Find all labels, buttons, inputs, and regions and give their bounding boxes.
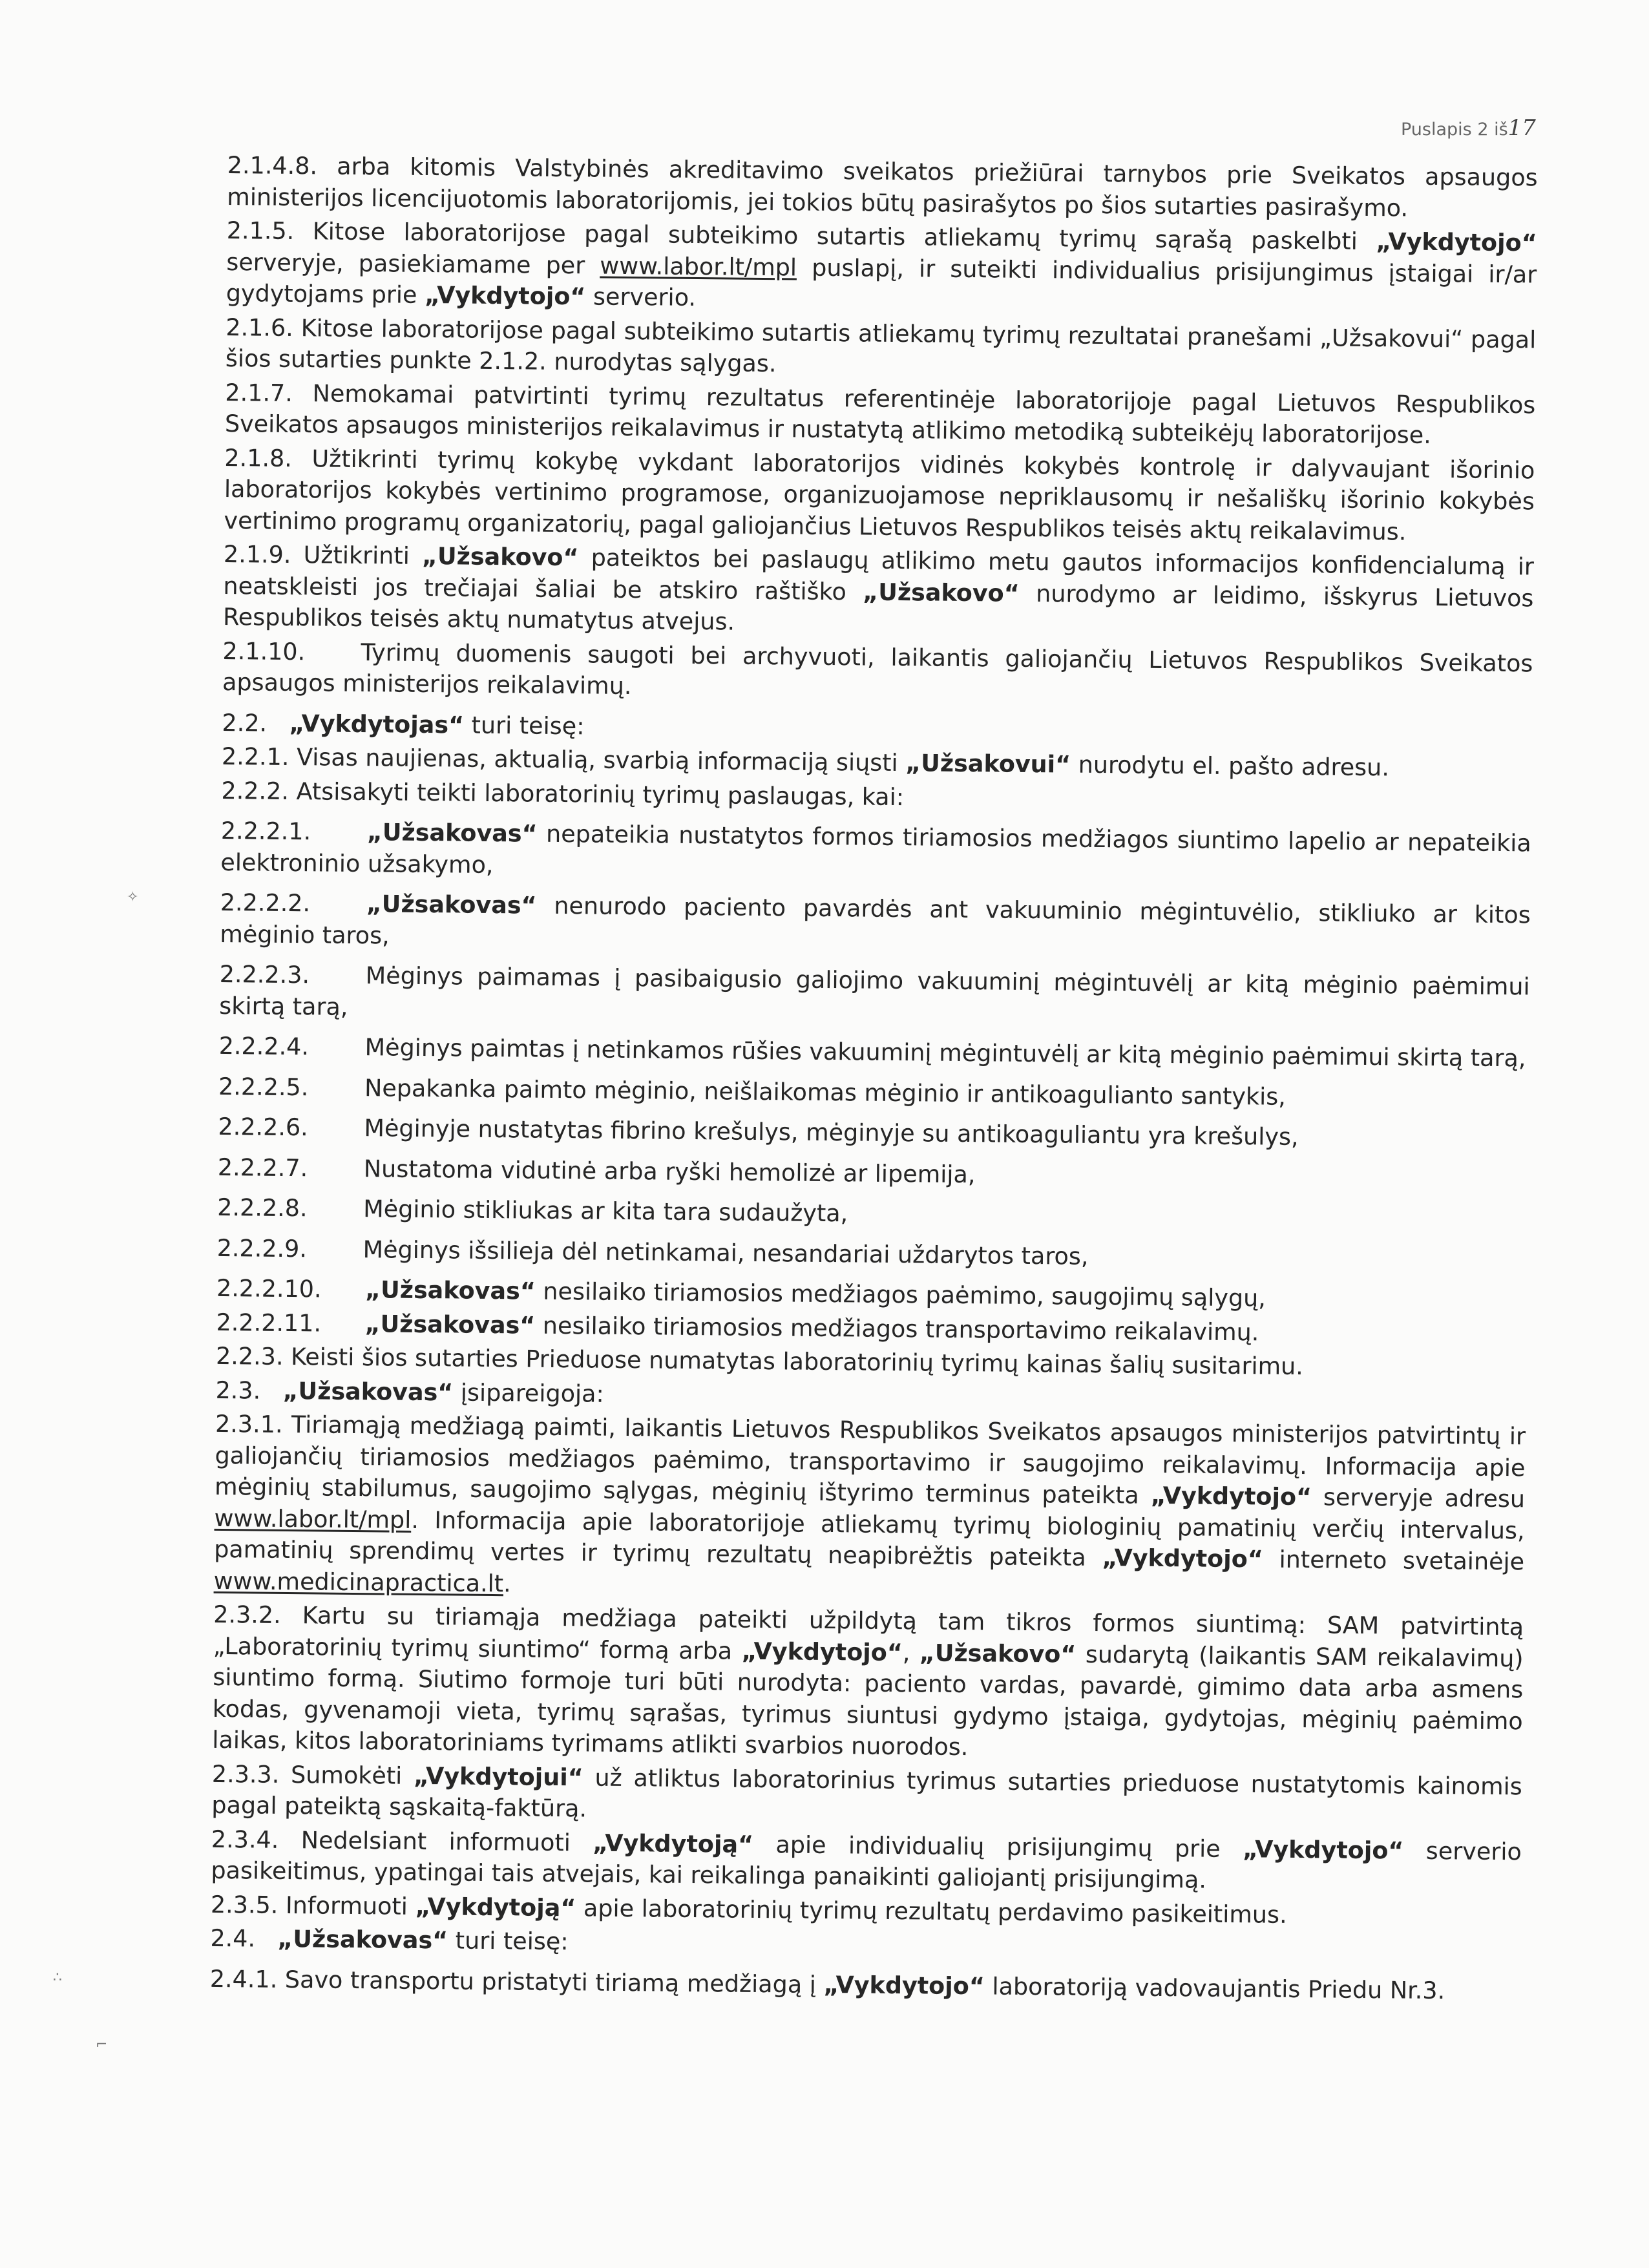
clause-2-1-5: 2.1.5. Kitose laboratorijose pagal subteikimo sutartis atliekamų tyrimų sąrašą paskelbti „Vykdytojo“ serveryje, pasiekiamame per www.labor.lt/mpl puslapį, ir suteikti individualius prisijungimus įstaigai ir/ar gydytojams prie „Vykdytojo“ serverio. [226, 216, 1537, 311]
page-number [1401, 115, 1536, 141]
clause-2-2-2-1: 2.2.2.1. „Užsakovas“ nepateikia nustatytos formos tiriamosios medžiagos siuntimo lapelio ar nepateikia elektroninio užsakymo, [220, 816, 1532, 879]
document-body [210, 150, 1538, 2010]
clause-2-2-2-7: 2.2.2.7. Nustatoma vidutinė arba ryški hemolizė ar lipemija, [217, 1153, 976, 1188]
scan-speck: ∴ [53, 1969, 62, 1986]
clause-2-2-2-5: 2.2.2.5. Nepakanka paimto mėginio, neišlaikomas mėginio ir antikoaguliantо santykis, [218, 1072, 1287, 1111]
clause-2-3-1: 2.3.1. Tiriamąją medžiagą paimti, laikantis Lietuvos Respublikos Sveikatos apsaugos ministerijos patvirtintų ir galiojančių tiriamosios medžiagos paėmimo, transportavimo ir saugojimo reikalavimų. Informacija apie mėginių stabilumus, saugojimo sąlygas, mėginių ištyrimo terminus pateikta „Vykdytojo“ serveryje adresu www.labor.lt/mpl. Informacija apie laboratorijoje atliekamų tyrimų biologinių pamatinių verčių intervalus, pamatinių sprendimų vertes ir tyrimų rezultatų neapibrėžtis pateikta „Vykdytojo“ interneto svetainėje www.medicinapractica.lt. [213, 1409, 1526, 1597]
clause-2-4-1: 2.4.1. Savo transportu pristatyti tiriamą medžiagą į „Vykdytojo“ laboratoriją vadovaujantis Priedu Nr.3. [209, 1964, 1445, 2004]
clause-2-2-2-6: 2.2.2.6. Mėginyje nustatytas fibrino krešulys, mėginyje su antikoaguliantu yra krešulys, [218, 1112, 1299, 1151]
scan-speck: ⌐ [96, 2037, 108, 2053]
clause-2-2-1: 2.2.1. Visas naujienas, aktualią, svarbią informaciją siųsti „Užsakovui“ nurodytu el. pašto adresu. [221, 742, 1390, 782]
clause-2-2-2: 2.2.2. Atsisakyti teikti laboratorinių tyrimų paslaugas, kai: [221, 776, 905, 811]
clause-2-1-4-8: 2.1.4.8. arba kitomis Valstybinės akreditavimo sveikatos priežiūrai tarnybos prie Sveikatos apsaugos ministerijos licencijuotomis laboratorijomis, jei tokios būtų pasirašytos po šios sutarties pasirašymo. [227, 151, 1538, 222]
page-total-handwritten: 17 [1507, 115, 1536, 141]
clause-2-2-2-11: 2.2.2.11. „Užsakovas“ nesilaiko tiriamosios medžiagos transportavimo reikalavimų. [216, 1308, 1259, 1346]
page-label: Puslapis 2 iš [1401, 120, 1508, 140]
clause-2-2-2-10: 2.2.2.10. „Užsakovas“ nesilaiko tiriamosios medžiagos paėmimo, saugojimų sąlygų, [216, 1274, 1266, 1312]
clause-2-2-2-8: 2.2.2.8. Mėginio stikliukas ar kita tara sudaužyta, [217, 1193, 848, 1228]
clause-2-3-5: 2.3.5. Informuoti „Vykdytoją“ apie laboratorinių tyrimų rezultatų perdavimo pasikeitimus. [210, 1890, 1287, 1929]
clause-2-2-2-3: 2.2.2.3. Mėginys paimamas į pasibaigusio galiojimo vakuuminį mėgintuvėlį ar kitą mėginio paėmimui skirtą tarą, [219, 960, 1530, 1021]
clause-2-4: 2.4. „Užsakovas“ turi teisę: [210, 1924, 569, 1956]
labor-link[interactable]: www.labor.lt/mpl [214, 1504, 412, 1534]
clause-2-3-4: 2.3.4. Nedelsiant informuoti „Vykdytoją“ apie individualių prisijungimų prie „Vykdytojo“ serverio pasikeitimus, ypatingai tais atvejais, kai reikalinga panaikinti galiojantį prisijungimą. [211, 1825, 1522, 1894]
clause-2-2-3: 2.2.3. Keisti šios sutarties Prieduose numatytas laboratorinių tyrimų kainas šalių susitarimu. [215, 1341, 1304, 1381]
clause-2-2: 2.2. „Vykdytojas“ turi teisę: [222, 708, 585, 740]
clause-2-2-2-2: 2.2.2.2. „Užsakovas“ nenurodo paciento pavardės ant vakuuminio mėgintuvėlio, stikliuko ar kitos mėginio taros, [220, 888, 1531, 949]
clause-2-1-7: 2.1.7. Nemokamai patvirtinti tyrimų rezultatus referentinėje laboratorijoje pagal Lietuvos Respublikos Sveikatos apsaugos ministerijos reikalavimus ir nustatytą atlikimo metodiką subteikėjų laboratorijose. [224, 378, 1536, 449]
clause-2-1-10: 2.1.10. Tyrimų duomenis saugoti bei archyvuoti, laikantis galiojančių Lietuvos Respublikos Sveikatos apsaugos ministerijos reikalavimų. [222, 636, 1533, 700]
clause-2-3: 2.3. „Užsakovas“ įsipareigoja: [215, 1376, 605, 1408]
clause-2-1-8: 2.1.8. Užtikrinti tyrimų kokybę vykdant laboratorijos vidinės kokybės kontrolę ir dalyvaujant išorinio laboratorijos kokybės vertinimo programose, organizuojamose nepriklausomų ir nešališkų išorinio kokybės vertinimo programų organizatorių, pagal galiojančius Lietuvos Respublikos teisės aktų reikalavimus. [224, 443, 1535, 546]
clause-2-3-2: 2.3.2. Kartu su tiriamąja medžiaga pateikti užpildytą tam tikros formos siuntimą: SAM patvirtintą „Laboratorinių tyrimų siuntimo“ formą arba „Vykdytojo“, „Užsakovo“ sudarytą (laikantis SAM reikalavimų) siuntimo formą. Siutimo formoje turi būti nurodyta: paciento vardas, pavardė, gimimo data arba asmens kodas, gyvenamoji vieta, tyrimų sąrašas, tyrimus siuntusi gydymo įstaiga, gydytojas, mėginių paėmimo laikas, kitos laboratoriniams tyrimams atlikti svarbios nuorodos. [212, 1600, 1524, 1761]
labor-link[interactable]: www.labor.lt/mpl [600, 251, 797, 281]
medicinapractica-link[interactable]: www.medicinapractica.lt [213, 1566, 504, 1597]
clause-2-2-2-9: 2.2.2.9. Mėginys išsilieja dėl netinkamai, nesandariai uždarytos taros, [216, 1234, 1089, 1270]
clause-2-1-6: 2.1.6. Kitose laboratorijose pagal subteikimo sutartis atliekamų tyrimų rezultatai pranešami „Užsakovui“ pagal šios sutarties punkte 2.1.2. nurodytas sąlygas. [225, 313, 1537, 378]
clause-2-3-3: 2.3.3. Sumokėti „Vykdytojui“ už atliktus laboratorinius tyrimus sutarties prieduose nustatytomis kainomis pagal pateiktą sąskaitą-faktūrą. [211, 1759, 1522, 1823]
clause-2-1-9: 2.1.9. Užtikrinti „Užsakovo“ pateiktos bei paslaugų atlikimo metu gautos informacijos konfidencialumą ir neatskleisti jos trečiajai šaliai be atskiro raštiško „Užsakovo“ nurodymo ar leidimo, išskyrus Lietuvos Respublikos teisės aktų numatytus atvejus. [222, 540, 1535, 636]
scan-speck: ✧ [127, 889, 139, 905]
clause-2-2-2-4: 2.2.2.4. Mėginys paimtas į netinkamos rūšies vakuuminį mėgintuvėlį ar kitą mėginio paėmimui skirtą tarą, [218, 1031, 1526, 1073]
